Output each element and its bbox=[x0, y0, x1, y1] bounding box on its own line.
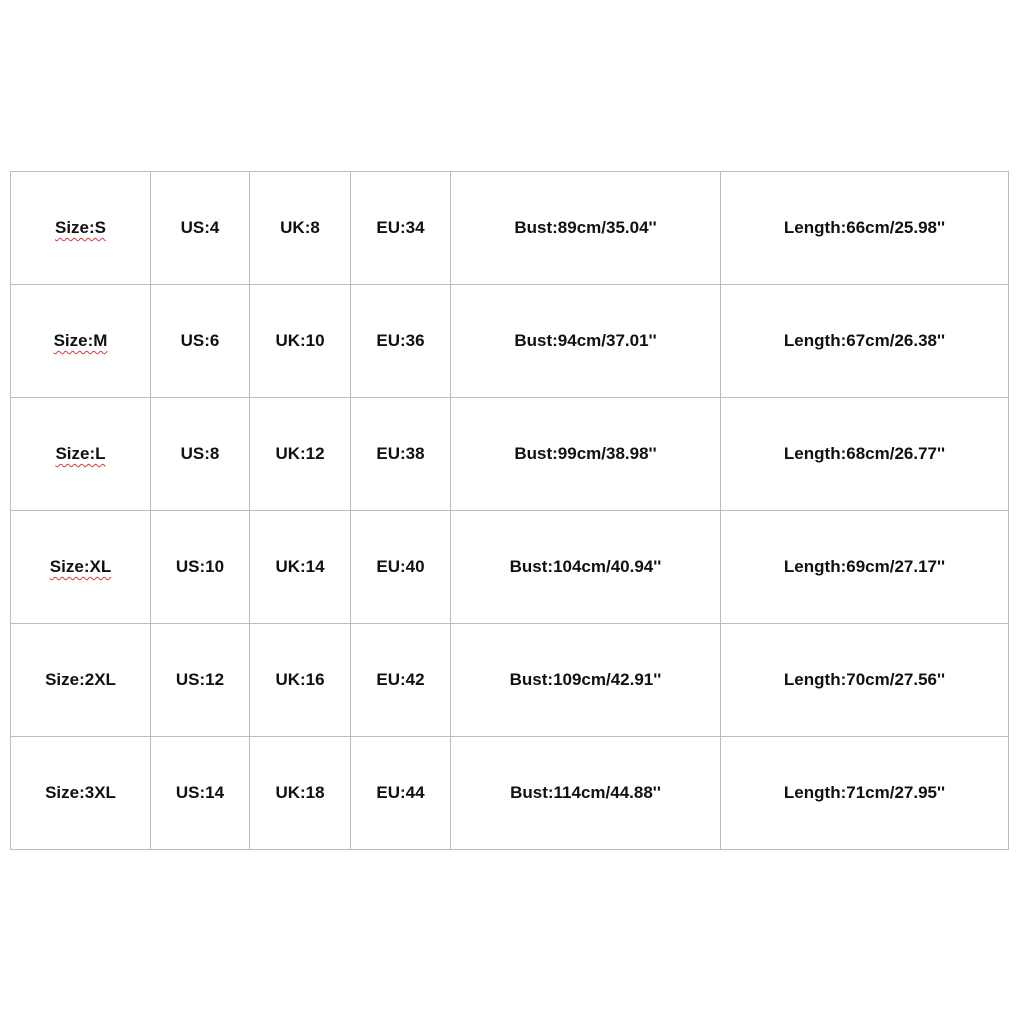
length-cell: Length:69cm/27.17'' bbox=[721, 511, 1009, 624]
uk-size-cell: UK:12 bbox=[250, 398, 351, 511]
size-cell bbox=[11, 398, 151, 511]
bust-cell: Bust:89cm/35.04'' bbox=[451, 172, 721, 285]
us-size-cell: US:12 bbox=[151, 624, 250, 737]
uk-size-cell: UK:16 bbox=[250, 624, 351, 737]
us-size-cell: US:8 bbox=[151, 398, 250, 511]
length-cell: Length:66cm/25.98'' bbox=[721, 172, 1009, 285]
us-size-cell: US:10 bbox=[151, 511, 250, 624]
length-cell: Length:70cm/27.56'' bbox=[721, 624, 1009, 737]
us-size-cell: US:6 bbox=[151, 285, 250, 398]
bust-cell: Bust:114cm/44.88'' bbox=[451, 737, 721, 850]
size-cell bbox=[11, 172, 151, 285]
size-row-m bbox=[11, 285, 1009, 398]
eu-size-cell: EU:38 bbox=[351, 398, 451, 511]
uk-size-cell: UK:10 bbox=[250, 285, 351, 398]
size-row-l bbox=[11, 398, 1009, 511]
size-cell bbox=[11, 624, 151, 737]
size-label: Size:3XL bbox=[45, 783, 116, 802]
size-label: Size:M bbox=[53, 331, 108, 350]
size-cell bbox=[11, 285, 151, 398]
size-chart-table bbox=[10, 171, 1009, 850]
bust-cell: Bust:99cm/38.98'' bbox=[451, 398, 721, 511]
eu-size-cell: EU:40 bbox=[351, 511, 451, 624]
size-label: Size:S bbox=[54, 218, 107, 237]
size-label: Size:XL bbox=[49, 557, 112, 576]
uk-size-cell: UK:18 bbox=[250, 737, 351, 850]
size-row-xl bbox=[11, 511, 1009, 624]
size-label: Size:L bbox=[55, 444, 106, 463]
eu-size-cell: EU:42 bbox=[351, 624, 451, 737]
eu-size-cell: EU:36 bbox=[351, 285, 451, 398]
size-cell bbox=[11, 737, 151, 850]
length-cell: Length:67cm/26.38'' bbox=[721, 285, 1009, 398]
size-row-s bbox=[11, 172, 1009, 285]
us-size-cell: US:4 bbox=[151, 172, 250, 285]
us-size-cell: US:14 bbox=[151, 737, 250, 850]
size-row-2xl bbox=[11, 624, 1009, 737]
size-cell bbox=[11, 511, 151, 624]
bust-cell: Bust:94cm/37.01'' bbox=[451, 285, 721, 398]
size-row-3xl bbox=[11, 737, 1009, 850]
uk-size-cell: UK:14 bbox=[250, 511, 351, 624]
bust-cell: Bust:109cm/42.91'' bbox=[451, 624, 721, 737]
bust-cell: Bust:104cm/40.94'' bbox=[451, 511, 721, 624]
length-cell: Length:68cm/26.77'' bbox=[721, 398, 1009, 511]
size-label: Size:2XL bbox=[45, 670, 116, 689]
eu-size-cell: EU:34 bbox=[351, 172, 451, 285]
uk-size-cell: UK:8 bbox=[250, 172, 351, 285]
length-cell: Length:71cm/27.95'' bbox=[721, 737, 1009, 850]
eu-size-cell: EU:44 bbox=[351, 737, 451, 850]
